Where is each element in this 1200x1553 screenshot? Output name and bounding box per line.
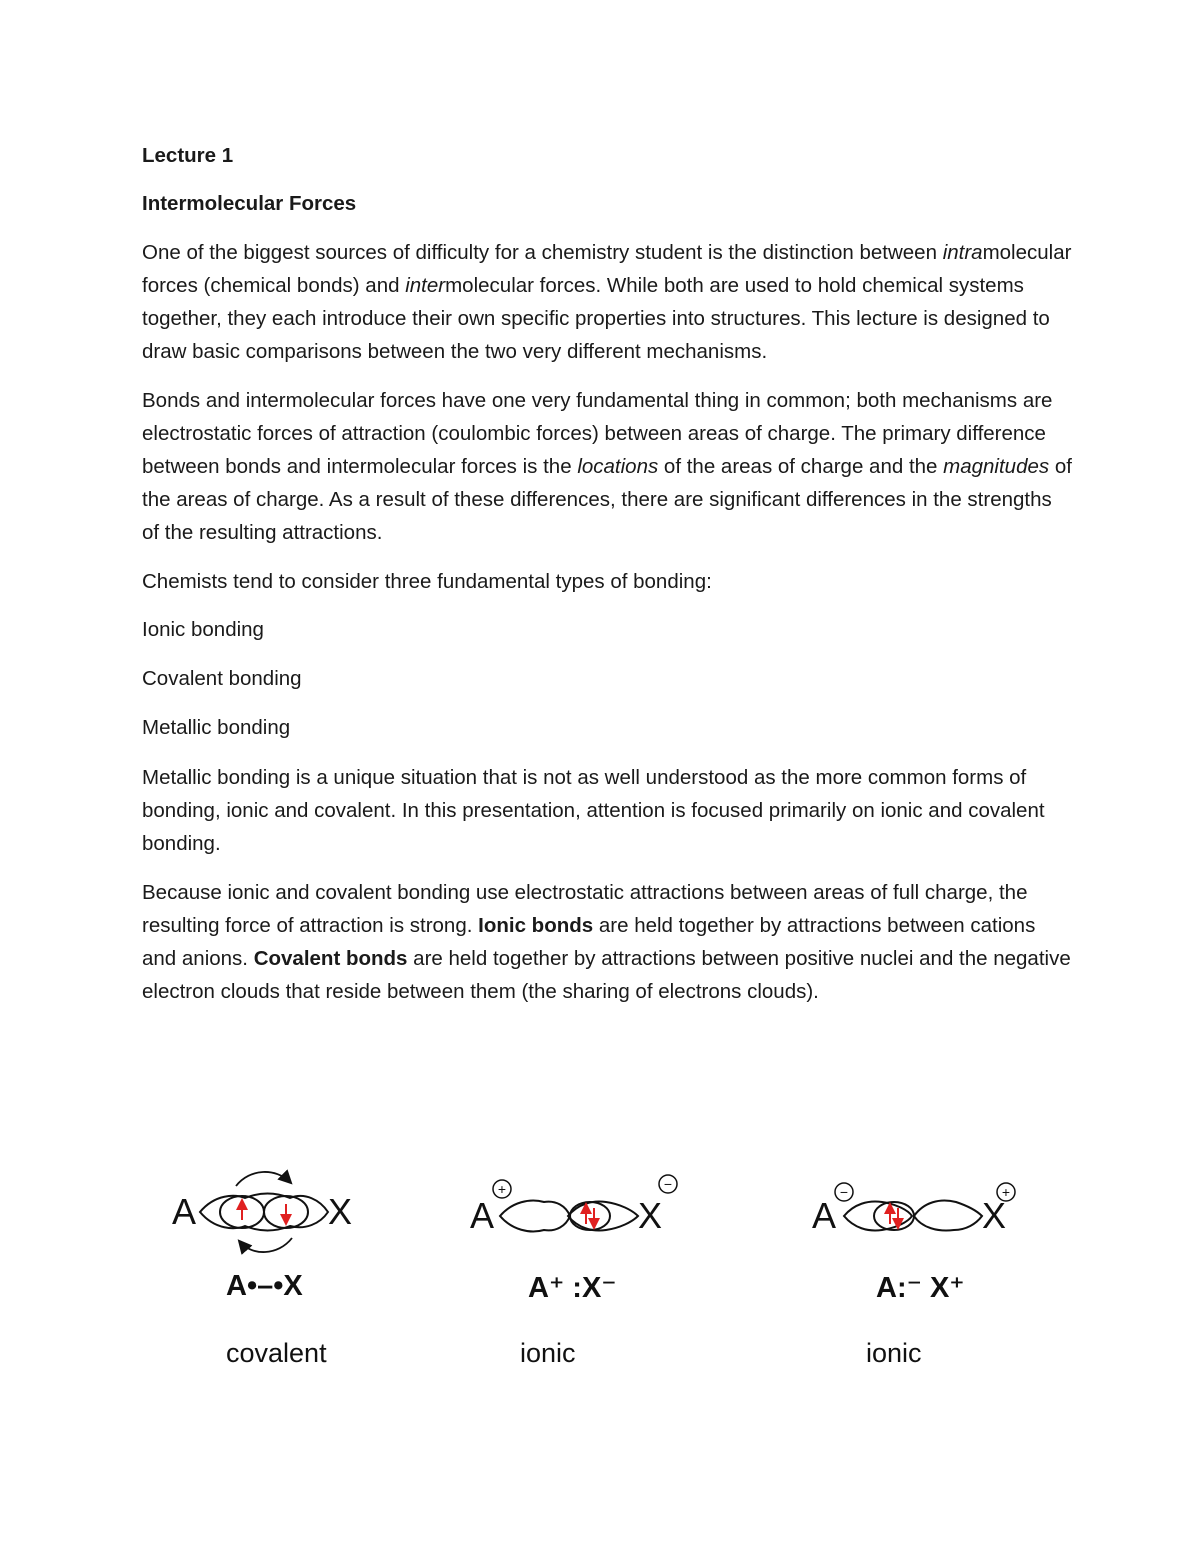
filled-orbital: [844, 1202, 912, 1231]
covalent-formula: A•–•X: [226, 1270, 303, 1302]
empty-orbital: [914, 1201, 982, 1231]
section-title: Intermolecular Forces: [142, 192, 357, 215]
atom-x-label: X: [638, 1195, 663, 1236]
bonding-types-intro: Chemists tend to consider three fundamental types of bonding:: [142, 570, 712, 593]
exchange-arrow-top: [236, 1172, 290, 1186]
svg-text:−: −: [663, 1176, 673, 1192]
inter-emphasis: inter: [405, 274, 446, 297]
atom-a-label: A: [812, 1195, 837, 1236]
ionic-diagram-1: [470, 1175, 677, 1236]
lecture-title: Lecture 1: [142, 144, 234, 167]
ionic-formula-2: A:⁻ X⁺: [876, 1272, 965, 1304]
bonding-diagram: [160, 1160, 1040, 1380]
covalent-caption: covalent: [226, 1338, 327, 1368]
metallic-paragraph: Metallic bonding is a unique situation that is not as well understood as the more common forms of bonding, ionic and covalent. In this presentation, attention is focused primarily on ionic and covalent bonding.: [142, 766, 1045, 855]
svg-text:−: −: [839, 1184, 849, 1200]
svg-text:+: +: [497, 1181, 507, 1197]
empty-orbital: [500, 1201, 570, 1232]
exchange-arrow-bottom: [240, 1238, 292, 1252]
bonds-paragraph: Because ionic and covalent bonding use electrostatic attractions between areas of full charge, the resulting force of attraction is strong. Ionic bonds are held together by attractions between cations and anions. Covalent bonds are held together by attractions between positive nuclei and the negative electron clouds that reside between them (the sharing of electrons clouds).: [142, 881, 1071, 1003]
ionic-caption-2: ionic: [866, 1338, 922, 1368]
locations-emphasis: locations: [577, 455, 659, 478]
ionic-formula-1: A⁺ :X⁻: [528, 1272, 617, 1304]
svg-text:+: +: [1001, 1184, 1011, 1200]
intra-emphasis: intra: [942, 241, 983, 264]
comparison-paragraph: Bonds and intermolecular forces have one very fundamental thing in common; both mechanisms are electrostatic forces of attraction (coulombic forces) between areas of charge. The primary difference between bonds and intermolecular forces is the locations of the areas of charge and the magnitudes of the areas of charge. As a result of these differences, there are significant differences in the strengths of the resulting attractions.: [142, 389, 1072, 544]
bond-type-metallic: Metallic bonding: [142, 716, 291, 739]
intro-paragraph: One of the biggest sources of difficulty for a chemistry student is the distinction between intramolecular forces (chemical bonds) and intermolecular forces. While both are used to hold chemical systems together, they each introduce their own specific properties into structures. This lecture is designed to draw basic comparisons between the two very different mechanisms.: [142, 241, 1072, 363]
ionic-bonds-term: Ionic bonds: [478, 914, 594, 937]
document-page: [142, 140, 1072, 1024]
atom-x-label: X: [982, 1195, 1007, 1236]
atom-x-label: X: [328, 1191, 353, 1232]
atom-a-label: A: [172, 1191, 197, 1232]
covalent-bonds-term: Covalent bonds: [253, 947, 408, 970]
atom-a-label: A: [470, 1195, 495, 1236]
ionic-diagram-2: [812, 1183, 1015, 1236]
ionic-caption-1: ionic: [520, 1338, 576, 1368]
bond-type-ionic: Ionic bonding: [142, 618, 264, 641]
bond-type-covalent: Covalent bonding: [142, 667, 302, 690]
magnitudes-emphasis: magnitudes: [943, 455, 1050, 478]
covalent-diagram: [172, 1172, 352, 1252]
